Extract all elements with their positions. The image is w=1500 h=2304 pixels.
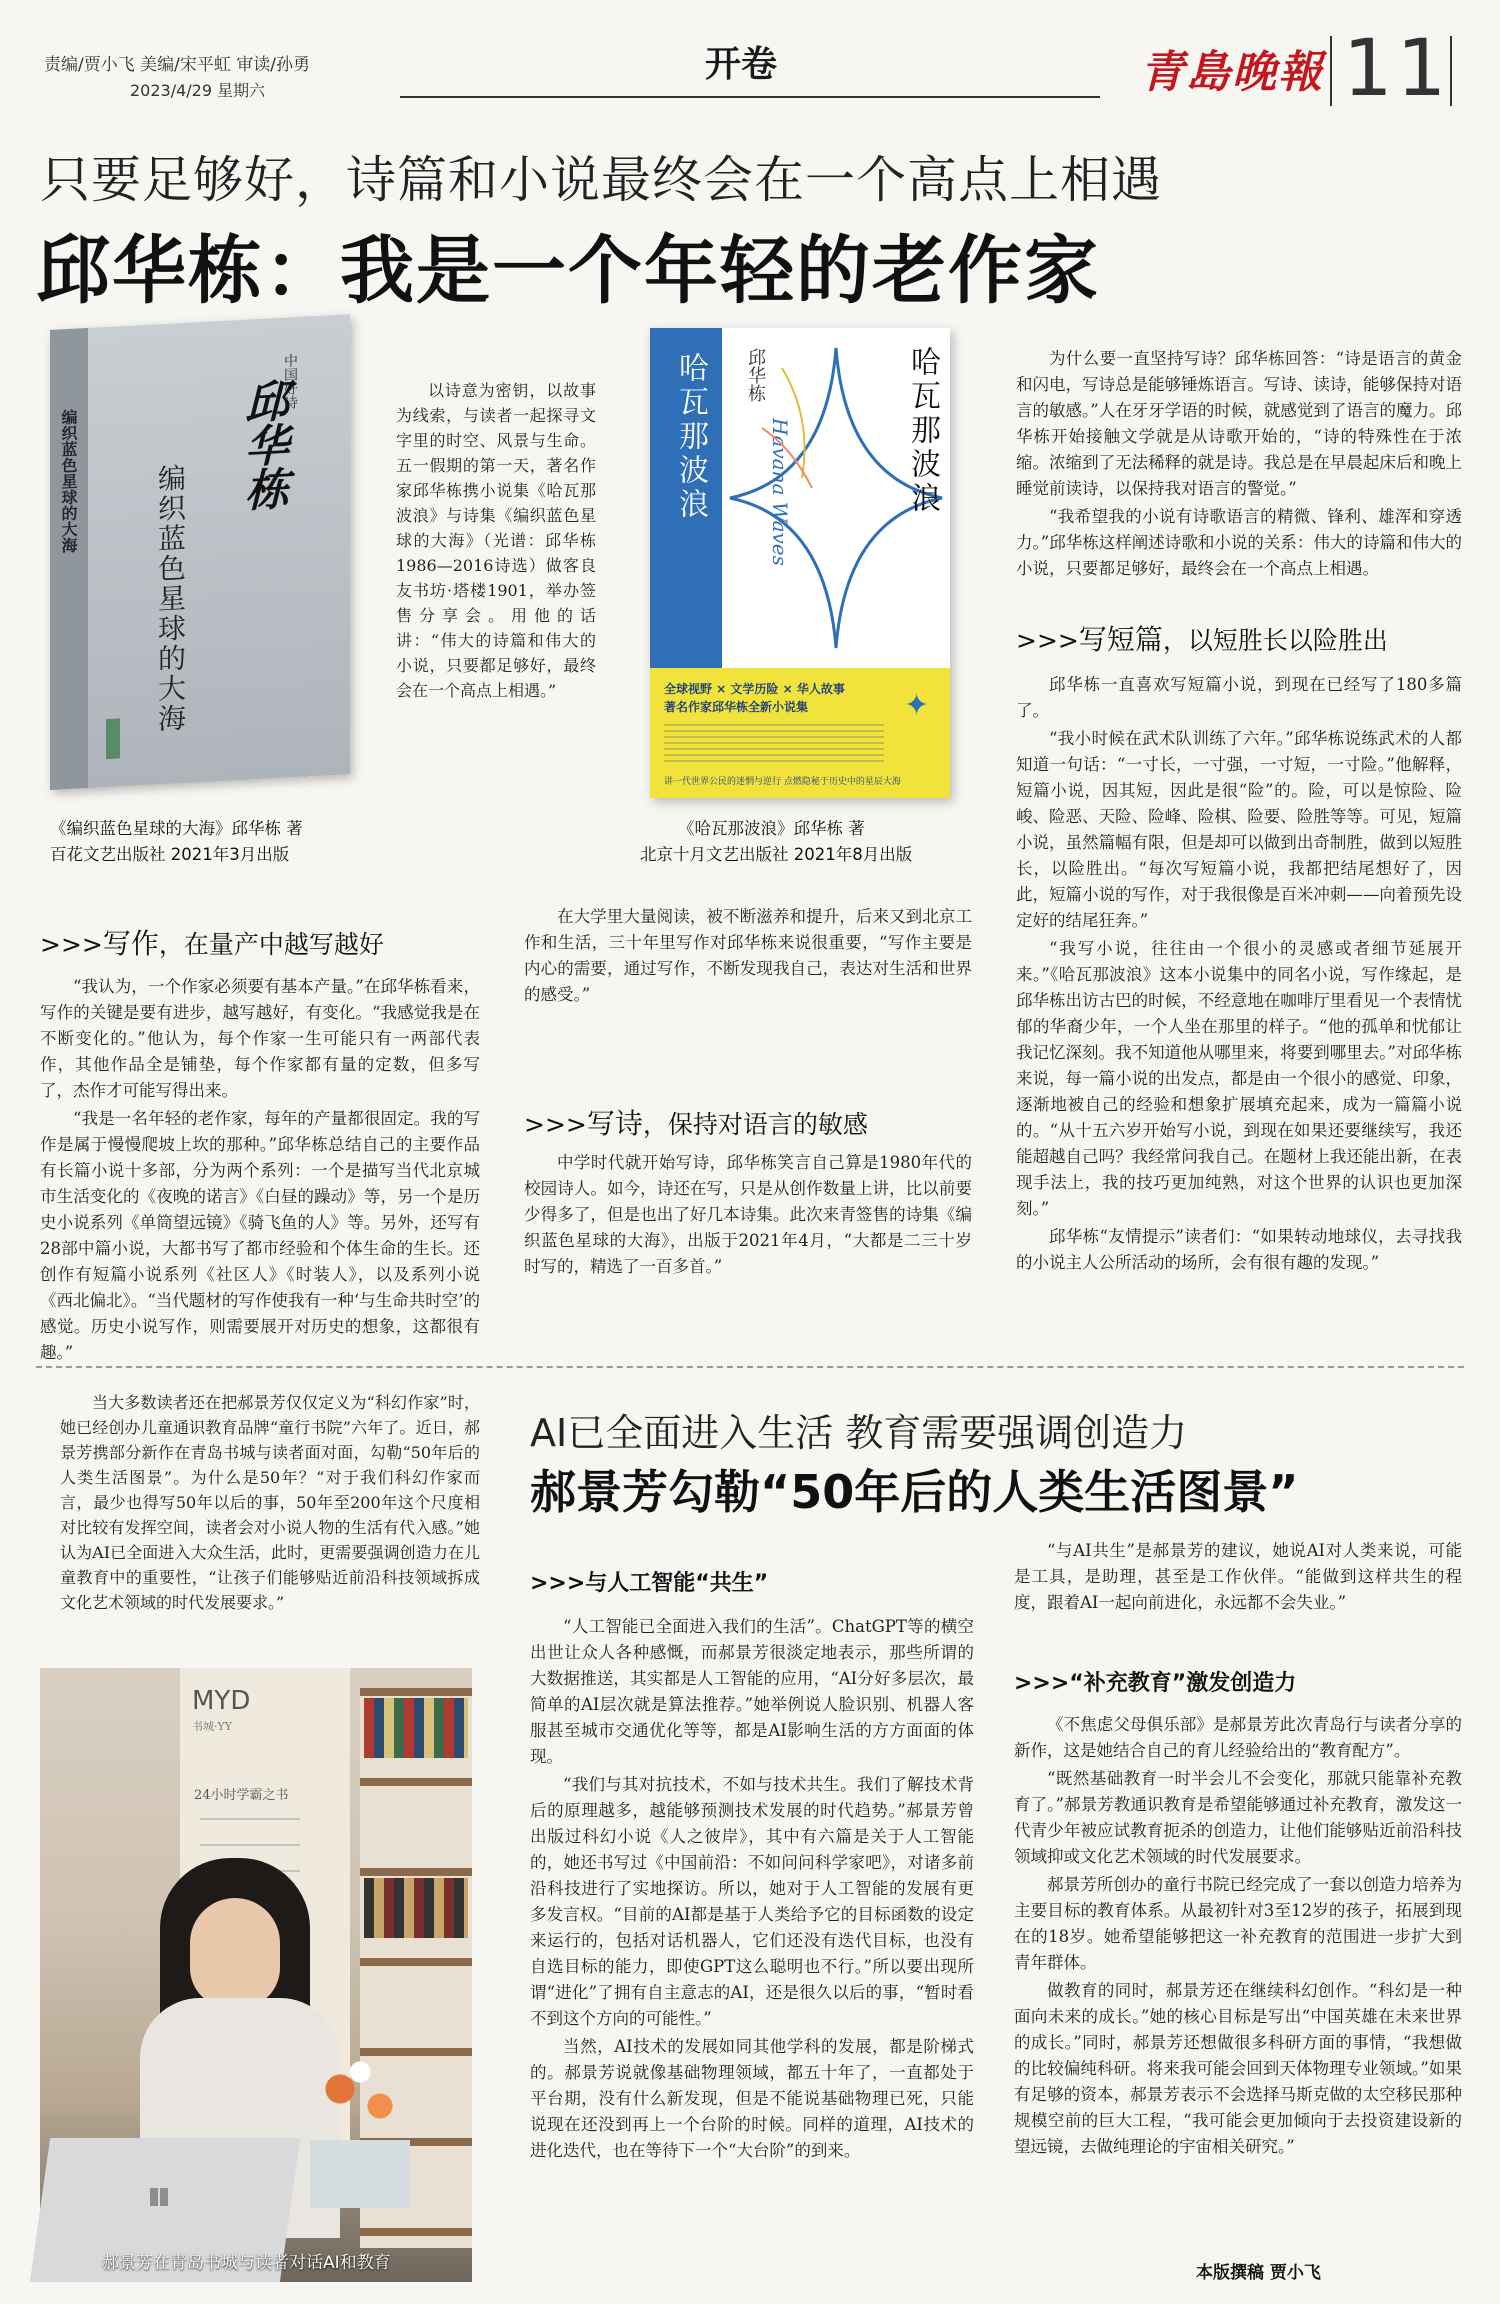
article1-col2b-text: 中学时代就开始写诗，邱华栋笑言自己算是1980年代的校园诗人。如今，诗还在写，只是从创作数量上讲，比以前要少得多了，但是也出了好几本诗集。此次来青签售的诗集《编织蓝色星球的大海》，出版于2021年4月，“大都是二三十岁时写的，精选了一百多首。” [524, 1153, 972, 1276]
masthead-rule [400, 96, 1100, 98]
section3-title: 写短篇 [1078, 623, 1163, 656]
book2-band-text-block [664, 724, 884, 764]
book2-spine-title: 哈瓦那波浪 [673, 352, 708, 522]
page-number-divider [1330, 36, 1332, 106]
article2-kicker: AI已全面进入生活 教育需要强调创造力 [530, 1411, 1188, 1455]
book2-caption-publisher: 北京十月文艺出版社 2021年8月出版 [640, 845, 913, 864]
article2-section2-heading: >>>“补充教育”激发创造力 [1014, 1671, 1297, 1696]
photo-caption: 郝景芳在青岛书城与读者对话AI和教育 [102, 2253, 391, 2273]
photo-screen-title: 24小时学霸之书 [194, 1788, 289, 1803]
section2-arrow: >>> [524, 1110, 587, 1139]
book2-cover-title: 哈瓦那波浪 [905, 346, 940, 516]
article1-col2-text: 在大学里大量阅读，被不断滋养和提升，后来又到北京工作和生活，三十年里写作对邱华栋来说很重要，“写作主要是内心的需要，通过写作，不断发现我自己，表达对生活和世界的感受。” [524, 907, 972, 1004]
book1-calligraphy-author: 邱华栋 [237, 377, 288, 513]
article1-headline: 邱华栋：我是一个年轻的老作家 [36, 228, 1100, 314]
section1-title: 写作 [102, 927, 159, 960]
book2-footer-text: 讲一代世界公民的迷惘与逆行 点燃隐秘于历史中的星辰大海 [664, 777, 901, 787]
paper-logo: 青島晚報 [1140, 47, 1324, 98]
article1-intro: 以诗意为密钥，以故事为线索，与读者一起探寻文字里的时空、风景与生命。五一假期的第一天，著名作家邱华栋携小说集《哈瓦那波浪》与诗集《编织蓝色星球的大海》（光谱：邱华栋1986—2016诗选）做客良友书坊·塔楼1901，举办签售分享会。用他的话讲：“伟大的诗篇和伟大的小说，只要都足够好，最终会在一个高点上相遇。” [396, 381, 596, 700]
article1-section2-heading [524, 1102, 868, 1142]
book1-publisher-logo [106, 718, 120, 759]
article1-col3b-text: 邱华栋一直喜欢写短篇小说，到现在已经写了180多篇了。 “我小时候在武术队训练了六年。”邱华栋说练武术的人都知道一句话：“一寸长，一寸强，一寸短，一寸险。”他解释，短篇小说，因其短，因此是很“险”的。险，可以是惊险、险峻、险恶、天险、险峰、险棋、险要、险胜等等。可见，短篇小说，虽然篇幅有限，但是却可以做到出奇制胜，做到以短胜长，以险胜出。“每次写短篇小说，我都把结尾想好了，因此，短篇小说的写作，对于我很像是百米冲刺——向着预先设定好的结尾狂奔。” “我写小说，往往由一个很小的灵感或者细节延展开来。”《哈瓦那波浪》这本小说集中的同名小说，写作缘起，是邱华栋出访古巴的时候，不经意地在咖啡厅里看见一个表情忧郁的华裔少年，一个人坐在那里的样子。“他的孤单和忧郁让我记忆深刻。我不知道他从哪里来，将要到哪里去。”对邱华栋来说，每一篇小说的出发点，都是由一个很小的感觉、印象，逐渐地被自己的经验和想象扩展填充起来，成为一篇篇小说的。“从十五六岁开始写小说，到现在如果还要继续写，我还能超越自己吗？我经常问我自己。在题材上我还能出新，在表现手法上，我的技巧更加纯熟，对这个世界的认识也更加深刻。” 邱华栋“友情提示”读者们：“如果转动地球仪，去寻找我的小说主人公所活动的场所，会有很有趣的发现。” [1016, 675, 1462, 1272]
section3-arrow: >>> [1016, 626, 1079, 655]
page-number-divider-right [1450, 36, 1452, 106]
section3-subtitle: ，以短胜长以险胜出 [1162, 626, 1388, 655]
article2-section1-heading: >>>与人工智能“共生” [530, 1571, 769, 1596]
byline: 本版撰稿 贾小飞 [1196, 2263, 1321, 2283]
photo-brand-sub: 书城·YY [192, 1720, 233, 1733]
section-name: 开卷 [705, 44, 778, 85]
credits: 责编/贾小飞 美编/宋平虹 审读/孙勇 [44, 55, 310, 75]
photo-person-face [190, 1898, 280, 2008]
article1-section1-heading [40, 922, 384, 962]
book1-spine-title: 编织蓝色星球的大海 [59, 408, 78, 554]
page-number: 11 [1343, 24, 1451, 114]
article1-section3-heading [1016, 618, 1388, 658]
article2-headline: 郝景芳勾勒“50年后的人类生活图景” [530, 1465, 1299, 1519]
book2-cover [650, 328, 950, 798]
photo-books-row [364, 1698, 468, 1758]
book2-caption-title: 《哈瓦那波浪》邱华栋 著 [678, 819, 865, 838]
book1-caption-publisher: 百花文艺出版社 2021年3月出版 [50, 845, 290, 864]
book2-yellow-band [650, 668, 950, 798]
book2-band-star-icon: ✦ [904, 688, 930, 723]
article-divider [36, 1366, 1464, 1368]
photo-books-row-2 [364, 1878, 468, 1938]
book1-caption-title: 《编织蓝色星球的大海》邱华栋 著 [50, 819, 303, 838]
article2-col1-text: “人工智能已全面进入我们的生活”。ChatGPT等的横空出世让众人各种感慨，而郝景芳很淡定地表示，那些所谓的大数据推送，其实都是人工智能的应用，“AI分好多层次，最简单的AI层次就是算法推荐。”她举例说人脸识别、机器人客服甚至城市交通优化等等，都是AI影响生活的方方面面的体现。 “我们与其对抗技术，不如与技术共生。我们了解技术背后的原理越多，越能够预测技术发展的时代趋势。”郝景芳曾出版过科幻小说《人之彼岸》，其中有六篇是关于人工智能的，她还书写过《中国前沿：不如问问科学家吧》，对诸多前沿科技进行了实地探访。所以，她对于人工智能的发展有更多发言权。“目前的AI都是基于人类给予它的目标函数的设定来运行的，包括对话机器人，它们还没有迭代目标，也没有自选目标的能力，即使GPT这么聪明也不行。”所以要出现所谓“进化”了拥有自主意志的AI，还是很久以后的事，“暂时看不到这个方向的可能性。” 当然，AI技术的发展如同其他学科的发展，都是阶梯式的。郝景芳说就像基础物理领域，都五十年了，一直都处于平台期，没有什么新发现，但是不能说基础物理已死，只能说现在还没到再上一个台阶的时候。同样的道理，AI技术的进化迭代，也在等待下一个“大台阶”的到来。 [530, 1617, 974, 2160]
article2-col2b-text: 《不焦虑父母俱乐部》是郝景芳此次青岛行与读者分享的新作，这是她结合自己的育儿经验给出的“教育配方”。 “既然基础教育一时半会儿不会变化，那就只能靠补充教育了。”郝景芳教通识教育是希望能够通过补充教育，激发这一代青少年被应试教育扼杀的创造力，让他们能够贴近前沿科技领域抑或文化艺术领域的时代发展要求。 郝景芳所创办的童行书院已经完成了一套以创造力培养为主要目标的教育体系。从最初针对3至12岁的孩子，拓展到现在的18岁。她希望能够把这一补充教育的范围进一步扩大到青年群体。 做教育的同时，郝景芳还在继续科幻创作。“科幻是一种面向未来的成长。”她的核心目标是写出“中国英雄在未来世界的成长。”同时，郝景芳还想做很多科研方面的事情，“我想做的比较偏纯科研。将来我可能会回到天体物理专业领域。”如果有足够的资本，郝景芳表示不会选择马斯克做的太空移民那种规模空前的巨大工程，“我可能会更加倾向于去投资建设新的望远镜，去做纯理论的宇宙相关研究。” [1014, 1715, 1462, 2156]
section1-arrow: >>> [40, 930, 103, 959]
book1-cover-title: 编织蓝色星球的大海 [154, 462, 187, 735]
book1-series: 中国好诗 [282, 353, 298, 410]
issue-date: 2023/4/29 星期六 [130, 81, 266, 100]
article1-col3-text: 为什么要一直坚持写诗？邱华栋回答：“诗是语言的黄金和闪电，写诗总是能够锤炼语言。写诗、读诗，能够保持对语言的敏感。”人在牙牙学语的时候，就感觉到了语言的魔力。邱华栋开始接触文学就是从诗歌开始的，“诗的特殊性在于浓缩。浓缩到了无法稀释的就是诗。我总是在早晨起床后和晚上睡觉前读诗，以保持我对语言的警觉。” “我希望我的小说有诗歌语言的精微、锋利、雄浑和穿透力。”邱华栋这样阐述诗歌和小说的关系：伟大的诗篇和伟大的小说，只要都足够好，最终会在一个高点上相遇。 [1016, 349, 1462, 578]
book2-band-line1: 全球视野 × 文学历险 × 华人故事 [664, 682, 845, 696]
article2-col2-text: “与AI共生”是郝景芳的建议，她说AI对人类来说，可能是工具，是助理，甚至是工作伙伴。“能做到这样共生的程度，跟着AI一起向前进化，永远都不会失业。” [1014, 1541, 1462, 1612]
photo-flower-vase [310, 2038, 410, 2208]
article2-intro: 当大多数读者还在把郝景芳仅仅定义为“科幻作家”时，她已经创办儿童通识教育品牌“童行书院”六年了。近日，郝景芳携部分新作在青岛书城与读者面对面，勾勒“50年后的人类生活图景”。为什么是50年？“对于我们科幻作家而言，最少也得写50年以后的事，50年至200年这个尺度相对比较有发挥空间，读者会对小说人物的生活有代入感。”她认为AI已全面进入大众生活，此时，更需要强调创造力在儿童教育中的重要性，“让孩子们能够贴近前沿科技领域拆成文化艺术领域的时代发展要求。” [60, 1393, 480, 1612]
photo-laptop-logo [150, 2188, 168, 2206]
book2-english-title: Havana Waves [768, 418, 792, 566]
book1-cover [50, 314, 350, 790]
article2-photo [40, 1668, 472, 2282]
book2-author: 邱华栋 [745, 348, 766, 402]
photo-brand: MYD [192, 1686, 251, 1716]
article1-col1-text: “我认为，一个作家必须要有基本产量。”在邱华栋看来，写作的关键是要有进步，越写越好，有变化。“我感觉我是在不断变化的。”他认为，每个作家一生可能只有一两部代表作，其他作品全是铺垫，每个作家都有量的定数，但多写了，杰作才可能写得出来。 “我是一名年轻的老作家，每年的产量都很固定。我的写作是属于慢慢爬坡上坎的那种。”邱华栋总结自己的主要作品有长篇小说十多部，分为两个系列：一个是描写当代北京城市生活变化的《夜晚的诺言》《白昼的躁动》等，另一个是历史小说系列《单筒望远镜》《骑飞鱼的人》等。另外，还写有28部中篇小说，大都书写了都市经验和个体生命的生长。还创作有短篇小说系列《社区人》《时装人》，以及系列小说《西北偏北》。“当代题材的写作使我有一种‘与生命共时空’的感觉。历史小说写作，则需要展开对历史的想象，这都很有趣。” [40, 977, 480, 1362]
section1-subtitle: ，在量产中越写越好 [158, 930, 384, 959]
book1-spine [50, 328, 88, 790]
section2-subtitle: ，保持对语言的敏感 [642, 1110, 868, 1139]
article1-kicker: 只要足够好，诗篇和小说最终会在一个高点上相遇 [40, 151, 1162, 209]
section2-title: 写诗 [586, 1107, 643, 1140]
book2-band-line2: 著名作家邱华栋全新小说集 [664, 700, 809, 714]
